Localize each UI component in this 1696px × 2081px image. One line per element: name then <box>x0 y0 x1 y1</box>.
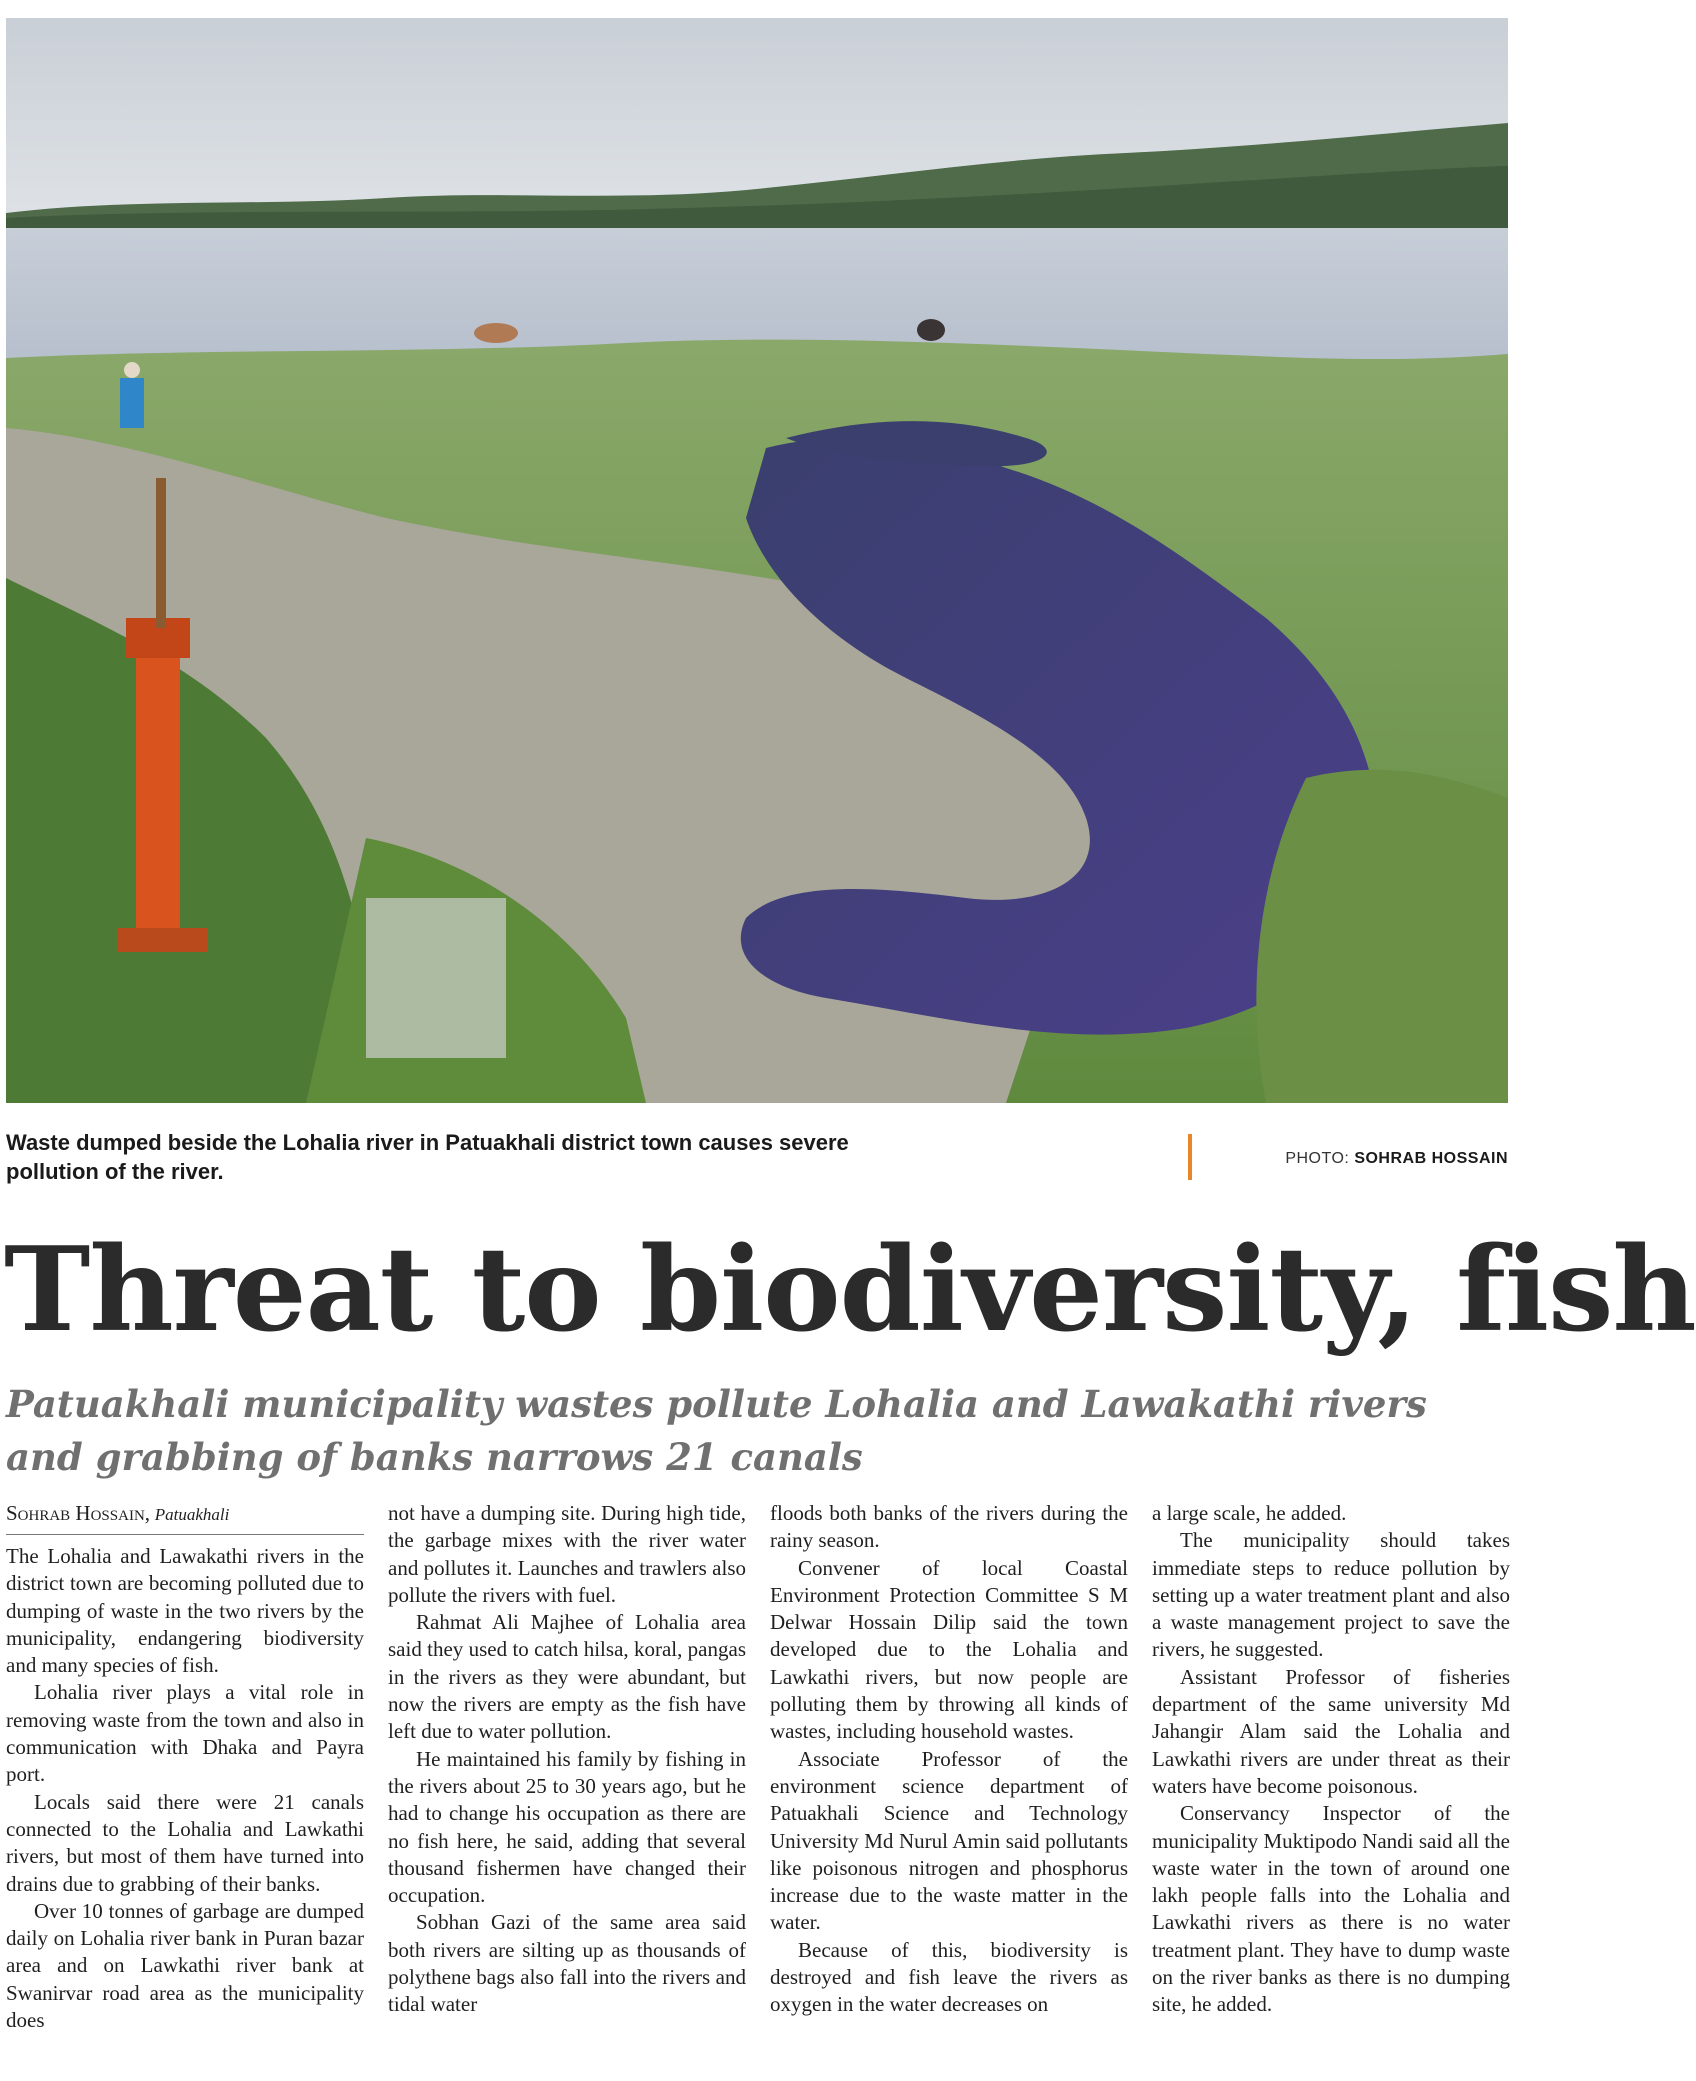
photo-credit <box>1285 1150 1508 1168</box>
photo-credit-label: PHOTO: <box>1285 1150 1350 1167</box>
paragraph: a large scale, he added. <box>1152 1501 1347 1525</box>
paragraph: He maintained his family by fishing in the rivers about 25 to 30 years ago, but he had to change his occupation as there are no fish here, he said, adding that several thousand fishermen have changed their occupation. <box>388 1746 746 1908</box>
article-column-3 <box>770 1500 1128 2019</box>
byline-place: Patuakhali <box>154 1505 230 1524</box>
subheadline: Patuakhali municipality wastes pollute Lohalia and Lawakathi rivers and grabbing of banks narrows 21 canals <box>6 1382 1427 1479</box>
paragraph: The municipality should takes immediate steps to reduce pollution by setting up a water treatment plant and also a waste management project to save the rivers, he suggested. <box>1152 1528 1510 1662</box>
article-column-1 <box>6 1500 364 2034</box>
byline-author: Sohrab Hossain, <box>6 1501 151 1525</box>
paragraph: Locals said there were 21 canals connected to the Lohalia and Lawkathi rivers, but most of them have turned into drains due to grabbing of their banks. <box>6 1789 364 1896</box>
paragraph: The Lohalia and Lawakathi rivers in the district town are becoming polluted due to dumping of waste in the two rivers by the municipality, endangering biodiversity and many species of fish. <box>6 1544 364 1678</box>
article-column-4 <box>1152 1500 1510 2019</box>
paragraph: Associate Professor of the environment science department of Patuakhali Science and Technology University Md Nurul Amin said pollutants like poisonous nitrogen and phosphorus increase due to the waste matter in the water. <box>770 1746 1128 1935</box>
photo-credit-name: SOHRAB HOSSAIN <box>1354 1150 1508 1167</box>
paragraph: Rahmat Ali Majhee of Lohalia area said they used to catch hilsa, koral, pangas in the rivers as they were abundant, but now the rivers are empty as the fish have left due to water pollution. <box>388 1610 746 1744</box>
byline <box>6 1500 364 1535</box>
river-photo <box>6 18 1508 1103</box>
photo-caption-row <box>6 1128 1508 1198</box>
headline: Threat to biodiversity, fish <box>4 1222 1696 1358</box>
paragraph: not have a dumping site. During high tide, the garbage mixes with the river water and pollutes it. Launches and trawlers also pollute the rivers with fuel. <box>388 1501 746 1607</box>
paragraph: Over 10 tonnes of garbage are dumped daily on Lohalia river bank in Puran bazar area and on Lawkathi river bank at Swanirvar road area as the municipality does <box>6 1898 364 2033</box>
caption-accent-bar <box>1188 1134 1192 1180</box>
river-photo-icon <box>6 18 1508 1103</box>
paragraph: Conservancy Inspector of the municipality Muktipodo Nandi said all the waste water in the town of around one lakh people falls into the Lohalia and Lawkathi rivers as there is no water treatment plant. They have to dump waste on the river banks as there is no dumping site, he added. <box>1152 1801 1510 2017</box>
paragraph: Convener of local Coastal Environment Protection Committee S M Delwar Hossain Dilip said the town developed due to the Lohalia and Lawkathi rivers, but now people are polluting them by throwing all kinds of wastes, including household wastes. <box>770 1555 1128 1744</box>
paragraph: Because of this, biodiversity is destroyed and fish leave the rivers as oxygen in the water decreases on <box>770 1937 1128 2017</box>
article-column-2 <box>388 1500 746 2019</box>
article-body <box>6 1500 1510 2081</box>
paragraph: Sobhan Gazi of the same area said both rivers are silting up as thousands of polythene bags also fall into the rivers and tidal water <box>388 1910 746 2017</box>
paragraph: Lohalia river plays a vital role in removing waste from the town and also in communication with Dhaka and Payra port. <box>6 1680 364 1787</box>
paragraph: Assistant Professor of fisheries department of the same university Md Jahangir Alam said the Lohalia and Lawkathi rivers are under threat as their waters have become poisonous. <box>1152 1664 1510 1798</box>
paragraph: floods both banks of the rivers during the rainy season. <box>770 1501 1128 1553</box>
photo-caption: Waste dumped beside the Lohalia river in Patuakhali district town causes severe pollution of the river. <box>6 1130 849 1184</box>
